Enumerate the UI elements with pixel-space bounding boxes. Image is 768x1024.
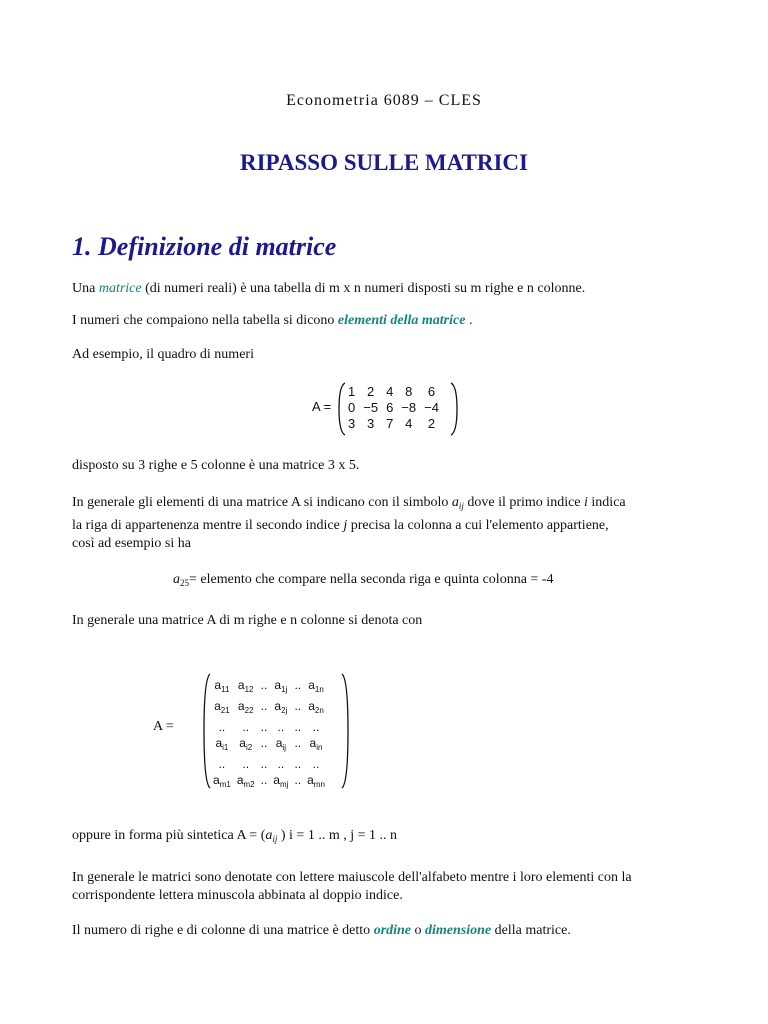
element-symbol: a [275,736,283,750]
keyword-dimensione: dimensione [425,923,492,938]
text: I numeri che compaiono nella tabella si dicono [72,313,338,328]
matrix-element [307,698,325,719]
element-symbol: a [236,773,244,787]
matrix-element [307,756,325,772]
matrix-element [273,756,288,772]
example-matrix-label: A = [312,399,332,414]
element-symbol: a [309,736,317,750]
text: Una [72,281,99,296]
text: la riga di appartenenza mentre il secondo indice [72,518,344,533]
element-symbol: .. [260,699,268,713]
matrix-element [237,772,255,793]
element-index: 1n [314,685,324,694]
general-matrix-label: A = [153,719,174,734]
element-symbol: a [214,699,221,713]
matrix-cell: 4 [386,384,394,399]
element-symbol: a [308,699,315,713]
matrix-element [237,677,255,698]
element-symbol: a [308,678,315,692]
element-symbol: a [213,773,220,787]
matrix-element [237,735,255,756]
element-index: ij [282,743,286,752]
element-index: 2j [281,706,288,715]
keyword-matrice: matrice [98,281,142,296]
text: precisa la colonna a cui l'elemento appartiene, [347,518,609,533]
example-a25-line [173,571,553,592]
paragraph-definition [72,280,585,298]
text: dove il primo indice [463,495,585,510]
matrix-cell: 4 [405,416,413,431]
paragraph-notation-line2: corrispondente lettera minuscola abbinata al doppio indice. [72,888,403,903]
element-symbol: a [273,773,280,787]
matrix-cell: 7 [386,416,394,431]
paragraph-elements [72,312,472,330]
text: o [411,923,426,938]
matrix-element [213,772,231,793]
index-j: j [343,518,348,533]
element-symbol: .. [294,699,302,713]
matrix-element [261,735,268,756]
matrix-element [273,677,288,698]
matrix-cell: −5 [363,400,379,415]
right-bracket-icon [341,673,349,789]
matrix-cell: −8 [401,400,417,415]
element-symbol: .. [260,678,268,692]
element-index: mn [313,780,325,789]
text: = elemento che compare nella seconda riga e quinta colonna = -4 [189,572,554,587]
matrix-cell: 1 [348,384,356,399]
matrix-element [213,698,231,719]
element-symbol: .. [260,736,268,750]
element-symbol: a [239,736,246,750]
paragraph-compact-form [72,827,397,848]
right-bracket-icon [450,382,458,436]
element-symbol: a [214,678,222,692]
element-symbol: .. [294,720,302,734]
element-symbol: a [237,699,245,713]
symbol-a: a [265,828,273,843]
matrix-element [307,772,325,793]
matrix-cell: −4 [424,400,439,415]
symbol-a: a [451,495,459,510]
element-symbol: a [215,736,223,750]
general-matrix [203,673,349,789]
paragraph-example-intro: Ad esempio, il quadro di numeri [72,347,254,362]
left-bracket-icon [338,382,346,436]
matrix-element [273,772,288,793]
matrix-element [237,698,255,719]
keyword-elementi: elementi della matrice [337,313,466,328]
element-symbol: .. [260,757,268,771]
element-symbol: .. [242,757,250,771]
matrix-element [294,772,301,793]
matrix-element [307,735,325,756]
element-symbol: .. [218,757,226,771]
symbol-sub: 25 [180,578,189,588]
general-matrix-grid [213,677,325,793]
matrix-element [213,719,231,735]
element-index: m1 [219,780,231,789]
element-symbol: .. [294,757,302,771]
matrix-cell: 2 [367,384,375,399]
element-symbol: .. [218,720,226,734]
element-index: mj [279,780,289,789]
text: . [465,313,473,328]
text: (di numeri reali) è una tabella di m x n numeri disposti su m righe e n colonne. [141,281,586,296]
element-index: m2 [243,780,255,789]
matrix-element [213,756,231,772]
element-symbol: .. [294,736,302,750]
matrix-element [273,735,288,756]
element-symbol: .. [312,757,320,771]
element-symbol: .. [260,720,268,734]
matrix-element [273,698,288,719]
element-symbol: a [307,773,314,787]
element-index: i1 [222,743,229,752]
element-index: 22 [244,706,254,715]
matrix-cell: 8 [405,384,413,399]
element-index: 12 [244,685,254,694]
symbol-sub: ij [272,834,278,844]
text: oppure in forma più sintetica A = ( [72,828,266,843]
symbol-a: a [173,572,180,587]
matrix-element [237,756,255,772]
matrix-cell: 6 [427,384,436,399]
element-symbol: .. [294,773,302,787]
matrix-element [237,719,255,735]
element-index: 2n [314,706,324,715]
matrix-cell: 6 [386,400,394,415]
matrix-element [294,756,301,772]
element-symbol: a [237,678,245,692]
element-symbol: .. [277,757,285,771]
section-heading: 1. Definizione di matrice [72,232,337,261]
element-symbol: .. [242,720,250,734]
text: Il numero di righe e di colonne di una matrice è detto [72,923,374,938]
element-symbol: .. [260,773,268,787]
matrix-element [273,719,288,735]
element-symbol: .. [277,720,285,734]
paragraph-example-desc: disposto su 3 righe e 5 colonne è una matrice 3 x 5. [72,458,360,473]
matrix-element [294,698,301,719]
paragraph-symbol-cont [72,517,609,535]
paragraph-symbol [72,494,626,515]
matrix-element [294,677,301,698]
symbol-sub: ij [458,501,464,511]
matrix-cell: 3 [348,416,356,431]
matrix-cell: 3 [367,416,375,431]
element-index: 11 [221,685,230,694]
paragraph-order [72,922,571,940]
element-symbol: a [274,678,282,692]
matrix-element [213,677,231,698]
matrix-element [261,719,268,735]
example-matrix [338,382,458,436]
element-index: i2 [245,743,253,752]
text: ) i = 1 .. m , j = 1 .. n [277,828,397,843]
left-bracket-icon [203,673,211,789]
page-title: RIPASSO SULLE MATRICI [240,150,528,175]
element-index: 1j [281,685,288,694]
matrix-element [261,677,268,698]
paragraph-general-notation: In generale una matrice A di m righe e n colonne si denota con [72,613,423,628]
index-i: i [584,495,588,510]
text: In generale gli elementi di una matrice A si indicano con il simbolo [72,495,452,510]
text: della matrice. [491,923,571,938]
matrix-element [261,756,268,772]
text: indica [587,495,626,510]
matrix-element [261,772,268,793]
matrix-element [307,719,325,735]
matrix-element [294,719,301,735]
element-index: 21 [220,706,230,715]
keyword-ordine: ordine [373,923,412,938]
matrix-cell: 2 [427,416,436,431]
element-index: in [316,743,323,752]
matrix-element [307,677,325,698]
paragraph-notation-line1: In generale le matrici sono denotate con lettere maiuscole dell'alfabeto mentre i loro elementi con la [72,870,632,885]
example-matrix-grid [348,384,439,432]
element-symbol: .. [312,720,320,734]
element-symbol: .. [294,678,302,692]
element-symbol: a [274,699,282,713]
matrix-element [294,735,301,756]
matrix-element [261,698,268,719]
course-header: Econometria 6089 – CLES [286,92,482,109]
matrix-element [213,735,231,756]
matrix-cell: 0 [348,400,356,415]
paragraph-for-example: così ad esempio si ha [72,536,191,551]
